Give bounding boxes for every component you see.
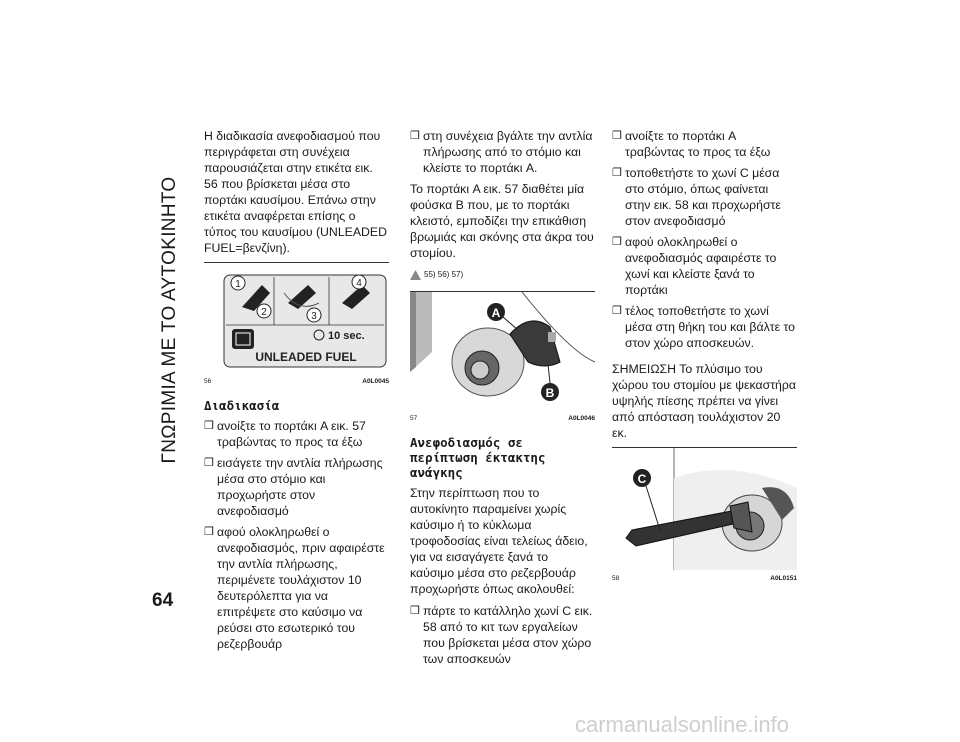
page-number: 64 xyxy=(152,590,174,611)
figure-code: A0L0045 xyxy=(362,378,389,385)
label-fuel: UNLEADED FUEL xyxy=(255,350,357,364)
callout-2: 2 xyxy=(261,307,267,318)
list-item: ❒ ανοίξτε το πορτάκι A εικ. 57 τραβώντας το προς τα έξω xyxy=(204,419,366,449)
flap-paragraph: Το πορτάκι A εικ. 57 διαθέτει μία φούσκα B που, με το πορτάκι κλειστό, εμποδίζει την επικάθιση βρωμιάς και σκόνης στα άκρα του στομίου. xyxy=(410,182,594,260)
column-1 xyxy=(204,128,389,657)
list-item: ❒ στη συνέχεια βγάλτε την αντλία πλήρωσης από το στόμιο και κλείστε το πορτάκι A. xyxy=(410,129,593,175)
chapter-title-vertical xyxy=(152,125,188,515)
book-icon xyxy=(232,329,254,349)
label-time: 10 sec. xyxy=(328,330,365,342)
checkbox-bullet-icon: ❒ xyxy=(612,130,622,142)
figure-57 xyxy=(410,291,595,427)
checkbox-bullet-icon: ❒ xyxy=(204,526,214,538)
checkbox-bullet-icon: ❒ xyxy=(612,167,622,179)
list-item: ❒ τέλος τοποθετήστε το χωνί μέσα στη θήκη του και βάλτε το στον χώρο αποσκευών. xyxy=(612,304,795,350)
list-item: ❒ αφού ολοκληρωθεί ο ανεφοδιασμός αφαιρέστε το χωνί και κλείστε ξανά το πορτάκι xyxy=(612,235,777,297)
callout-a: A xyxy=(491,306,501,320)
figure-58 xyxy=(612,447,797,587)
watermark: carmanualsonline.info xyxy=(575,712,790,737)
checkbox-bullet-icon: ❒ xyxy=(204,457,214,469)
callout-c: C xyxy=(637,472,647,486)
figure-56 xyxy=(204,262,389,390)
emergency-paragraph: Στην περίπτωση που το αυτοκίνητο παραμείνει χωρίς καύσιμο ή το κύκλωμα τροφοδοσίας είναι τελείως άδειο, για να εισαγάγετε ξανά το καύσιμο μέσα στο ρεζερβουάρ προχωρήστε όπως ακολουθεί: xyxy=(410,486,588,596)
list-item: ❒ τοποθετήστε το χωνί C μέσα στο στόμιο, όπως φαίνεται στην εικ. 58 και προχωρήστε στον ανεφοδιασμό xyxy=(612,166,781,228)
figure-number: 57 xyxy=(410,415,418,422)
emergency-heading: Ανεφοδιασμός σε περίπτωση έκτακτης ανάγκης xyxy=(410,435,546,480)
intro-paragraph: Η διαδικασία ανεφοδιασμού που περιγράφεται στη συνέχεια παρουσιάζεται στην ετικέτα εικ. 56 που βρίσκεται μέσα στο πορτάκι καυσίμου. Επάνω στην ετικέτα αναφέρεται επίσης ο τύπος του καυσίμου (UNLEADED FUEL=βενζίνη). xyxy=(204,129,388,255)
checkbox-bullet-icon: ❒ xyxy=(204,420,214,432)
fuel-label-illustration xyxy=(204,263,389,373)
callout-4: 4 xyxy=(356,278,362,289)
chapter-title: ΓΝΩΡΙΜΙΑ ΜΕ ΤΟ ΑΥΤΟΚΙΝΗΤΟ xyxy=(159,176,180,464)
figure-number: 58 xyxy=(612,575,620,582)
note-paragraph: ΣΗΜΕΙΩΣΗ Το πλύσιμο του χώρου του στομίου με ψεκαστήρα υψηλής πίεσης πρέπει να γίνει από απόσταση τουλάχιστον 20 εκ. xyxy=(612,362,797,440)
callout-3: 3 xyxy=(311,311,317,322)
list-item: ❒ αφού ολοκληρωθεί ο ανεφοδιασμός, πριν αφαιρέστε την αντλία πλήρωσης, περιμένετε τουλάχιστον 10 δευτερόλεπτα για να επιτρέψετε στο καύσιμο να ρεύσει στο εσωτερικό του ρεζερβουάρ xyxy=(204,525,385,651)
warning-reference: 55) 56) 57) xyxy=(410,267,595,283)
figure-code: A0L0046 xyxy=(568,415,595,422)
warning-triangle-icon xyxy=(410,270,421,280)
procedure-heading: Διαδικασία xyxy=(204,398,280,413)
checkbox-bullet-icon: ❒ xyxy=(410,130,420,142)
checkbox-bullet-icon: ❒ xyxy=(612,305,622,317)
checkbox-bullet-icon: ❒ xyxy=(410,605,420,617)
column-2 xyxy=(410,128,595,672)
fuel-flap-illustration xyxy=(410,292,595,410)
checkbox-bullet-icon: ❒ xyxy=(612,236,622,248)
column-3 xyxy=(612,128,797,595)
callout-1: 1 xyxy=(235,279,241,290)
list-item: ❒ ανοίξτε το πορτάκι A τραβώντας το προς τα έξω xyxy=(612,129,771,159)
figure-number: 56 xyxy=(204,378,212,385)
funnel-illustration xyxy=(612,448,797,570)
list-item: ❒ πάρτε το κατάλληλο χωνί C εικ. 58 από το κιτ των εργαλείων που βρίσκεται μέσα στον χώρο των αποσκευών xyxy=(410,604,593,666)
list-item: ❒ εισάγετε την αντλία πλήρωσης μέσα στο στόμιο και προχωρήστε στον ανεφοδιασμό xyxy=(204,456,383,518)
figure-code: A0L0151 xyxy=(770,575,797,582)
callout-b: B xyxy=(545,386,555,400)
